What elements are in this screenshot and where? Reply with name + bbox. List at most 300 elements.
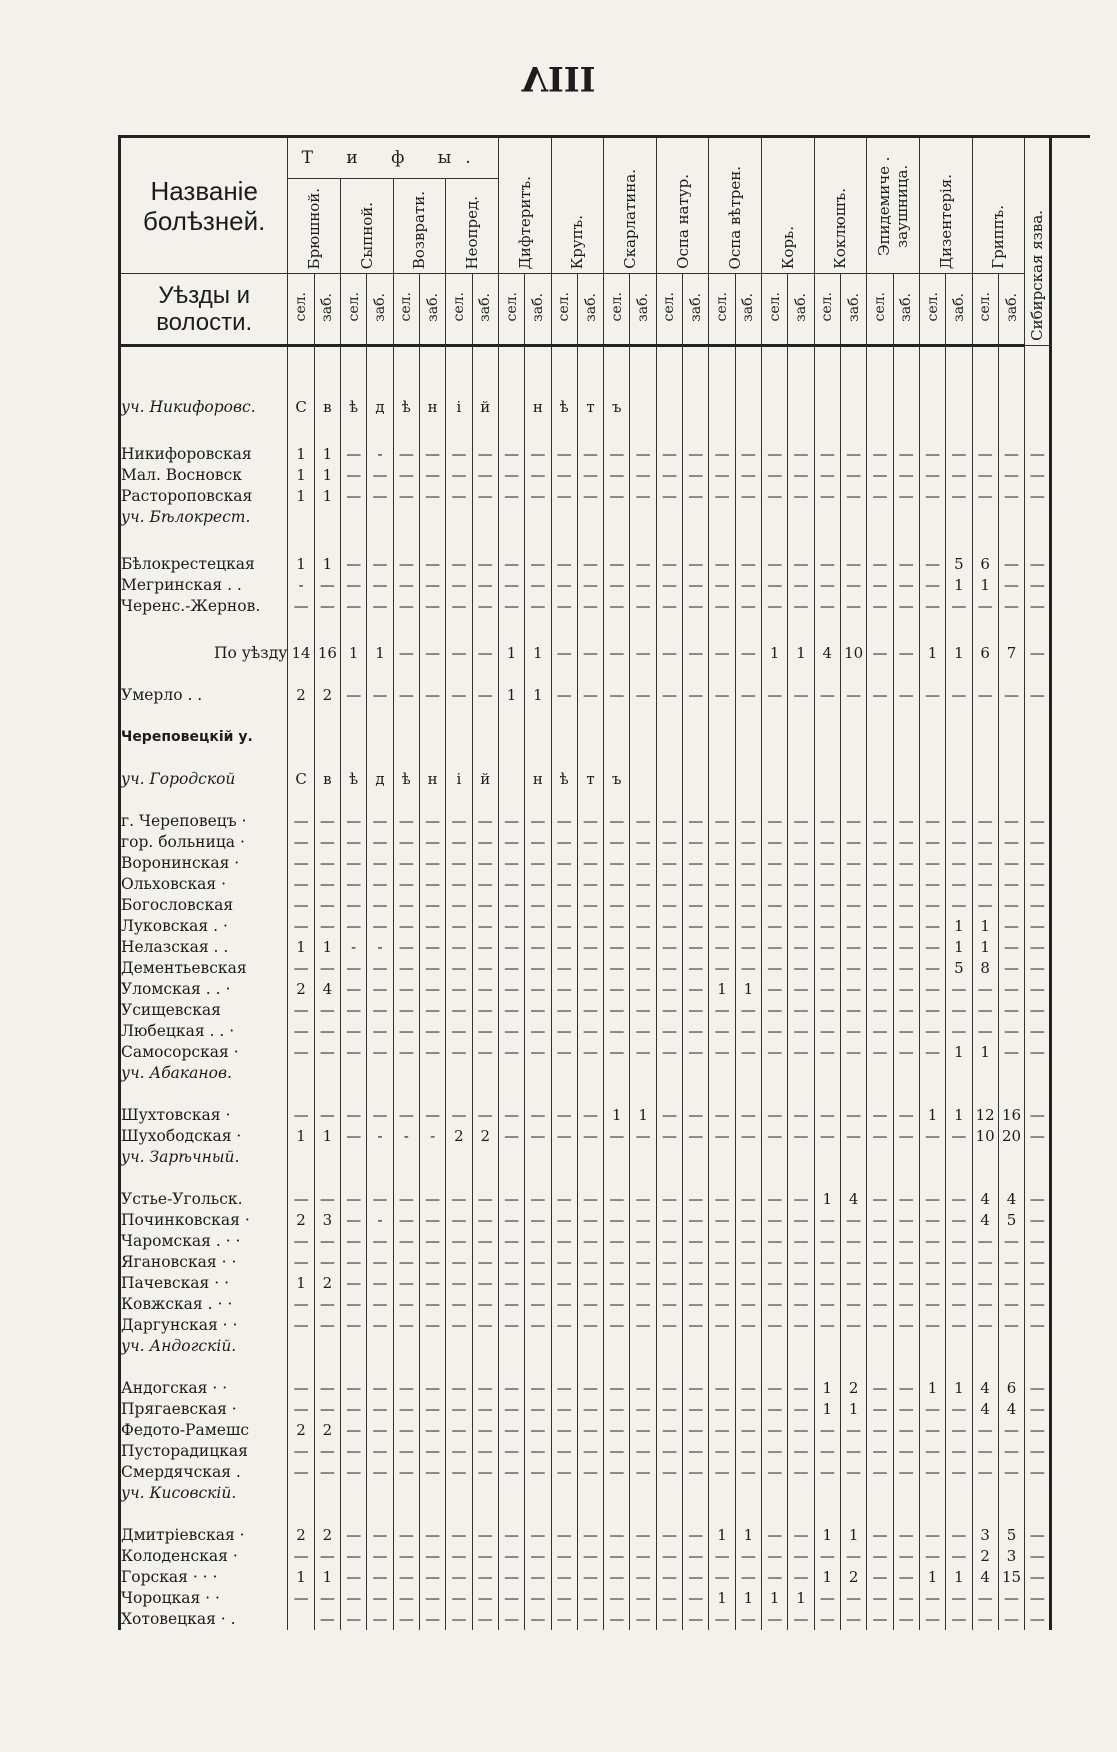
table-cell: 1 <box>972 1042 998 1063</box>
table-cell: — <box>472 1252 498 1273</box>
table-cell: — <box>314 1609 340 1630</box>
table-cell: — <box>788 1252 814 1273</box>
table-cell: — <box>367 575 393 596</box>
table-cell <box>762 1063 788 1084</box>
table-cell: — <box>288 1294 314 1315</box>
table-cell: — <box>656 1252 682 1273</box>
table-cell: — <box>946 1294 972 1315</box>
table-cell: — <box>867 1378 893 1399</box>
table-cell: — <box>972 853 998 874</box>
table-cell: — <box>341 1378 367 1399</box>
table-cell: — <box>341 1021 367 1042</box>
row-label: Черенс.-Жернов. <box>121 597 261 615</box>
table-cell: — <box>604 596 630 617</box>
table-cell: — <box>683 1399 709 1420</box>
table-cell: 14 <box>288 643 314 664</box>
table-cell: — <box>919 1042 945 1063</box>
table-cell: — <box>788 1021 814 1042</box>
table-cell: — <box>656 1567 682 1588</box>
table-cell: — <box>762 1378 788 1399</box>
table-cell: — <box>341 1000 367 1021</box>
table-cell: — <box>577 643 603 664</box>
table-cell <box>919 397 945 418</box>
table-cell <box>972 1147 998 1168</box>
table-cell: — <box>551 811 577 832</box>
spacer-row <box>120 748 1091 769</box>
table-cell: — <box>762 1546 788 1567</box>
table-cell: — <box>472 874 498 895</box>
table-cell: — <box>735 1441 761 1462</box>
table-cell: — <box>446 1294 472 1315</box>
table-cell: — <box>393 486 419 507</box>
table-cell: — <box>551 1378 577 1399</box>
table-cell: — <box>762 1462 788 1483</box>
table-cell: — <box>525 1210 551 1231</box>
table-cell: — <box>840 1546 866 1567</box>
table-cell: 4 <box>840 1189 866 1210</box>
table-cell <box>1025 397 1051 418</box>
table-cell: — <box>709 1420 735 1441</box>
table-cell <box>630 1483 656 1504</box>
table-cell: 1 <box>919 1105 945 1126</box>
table-cell: — <box>1025 554 1051 575</box>
table-cell: — <box>735 1000 761 1021</box>
table-cell <box>814 1147 840 1168</box>
table-cell: — <box>683 643 709 664</box>
table-cell: — <box>525 874 551 895</box>
table-cell: — <box>656 1546 682 1567</box>
section-row <box>120 1147 1091 1168</box>
table-cell: — <box>1025 853 1051 874</box>
table-cell: — <box>288 596 314 617</box>
table-cell: — <box>341 979 367 1000</box>
table-cell <box>867 1483 893 1504</box>
table-cell: — <box>525 1252 551 1273</box>
table-cell: — <box>893 1588 919 1609</box>
table-cell: — <box>525 554 551 575</box>
table-cell: — <box>867 811 893 832</box>
row-label: Самосорская · <box>121 1043 239 1061</box>
table-cell <box>604 507 630 528</box>
table-cell: — <box>446 1420 472 1441</box>
table-cell: — <box>472 444 498 465</box>
table-cell: — <box>867 1273 893 1294</box>
table-cell: — <box>683 916 709 937</box>
table-cell: — <box>288 1378 314 1399</box>
table-cell <box>419 1483 445 1504</box>
table-cell <box>919 507 945 528</box>
row-label: Починковская · <box>121 1211 250 1229</box>
table-cell: — <box>551 1609 577 1630</box>
table-cell <box>814 1483 840 1504</box>
table-cell: — <box>367 1441 393 1462</box>
table-cell: — <box>735 465 761 486</box>
table-cell: 1 <box>814 1525 840 1546</box>
table-cell: — <box>577 811 603 832</box>
table-cell <box>840 1336 866 1357</box>
row-label: Пачевская · · <box>121 1274 230 1292</box>
table-cell <box>762 397 788 418</box>
table-cell: — <box>893 685 919 706</box>
table-cell: — <box>814 554 840 575</box>
table-cell <box>656 507 682 528</box>
table-cell: — <box>867 1000 893 1021</box>
table-cell: — <box>367 958 393 979</box>
table-cell <box>288 1483 314 1504</box>
table-cell: — <box>393 1189 419 1210</box>
table-cell: — <box>446 853 472 874</box>
table-cell <box>1025 1336 1051 1357</box>
table-cell: — <box>972 685 998 706</box>
table-cell <box>630 769 656 790</box>
table-cell: д <box>367 769 393 790</box>
subheader-zab: заб. <box>367 274 393 346</box>
row-label: Пусторадицкая <box>121 1442 248 1460</box>
table-cell: 4 <box>814 643 840 664</box>
table-cell: — <box>525 486 551 507</box>
table-cell: — <box>419 643 445 664</box>
table-cell: — <box>656 1042 682 1063</box>
table-cell <box>998 507 1024 528</box>
table-cell: — <box>788 444 814 465</box>
table-cell: — <box>814 1441 840 1462</box>
table-cell: — <box>840 1210 866 1231</box>
table-cell: — <box>367 554 393 575</box>
table-cell: — <box>867 1231 893 1252</box>
table-cell: — <box>393 1042 419 1063</box>
table-cell: — <box>551 832 577 853</box>
table-cell: — <box>525 575 551 596</box>
table-cell: — <box>472 596 498 617</box>
table-cell: — <box>446 832 472 853</box>
table-cell: — <box>656 643 682 664</box>
table-cell: — <box>683 1378 709 1399</box>
table-cell: — <box>577 916 603 937</box>
table-row <box>120 1252 1091 1273</box>
table-cell: — <box>604 874 630 895</box>
table-cell: — <box>288 1546 314 1567</box>
table-cell <box>946 397 972 418</box>
table-cell <box>998 1336 1024 1357</box>
table-cell: ѣ <box>551 769 577 790</box>
table-cell: — <box>393 1588 419 1609</box>
table-cell: — <box>288 1252 314 1273</box>
table-cell: — <box>604 1420 630 1441</box>
table-cell <box>446 507 472 528</box>
table-cell: — <box>341 1042 367 1063</box>
table-cell: — <box>341 1105 367 1126</box>
table-cell: — <box>551 444 577 465</box>
table-cell <box>1025 1483 1051 1504</box>
table-cell: — <box>314 895 340 916</box>
table-cell: — <box>735 916 761 937</box>
table-cell: — <box>683 465 709 486</box>
table-cell: — <box>840 1273 866 1294</box>
table-cell <box>393 507 419 528</box>
table-cell: 1 <box>288 465 314 486</box>
table-cell <box>683 397 709 418</box>
table-cell: — <box>446 554 472 575</box>
table-cell: — <box>946 1126 972 1147</box>
table-cell: — <box>735 1567 761 1588</box>
table-cell: — <box>577 1273 603 1294</box>
table-cell: 2 <box>314 1273 340 1294</box>
table-cell: ѣ <box>393 769 419 790</box>
table-cell: — <box>946 1021 972 1042</box>
table-cell: — <box>867 1294 893 1315</box>
table-cell <box>498 1483 524 1504</box>
table-cell: 1 <box>314 1567 340 1588</box>
table-cell: — <box>709 958 735 979</box>
table-cell: — <box>341 596 367 617</box>
table-cell: — <box>788 1525 814 1546</box>
table-cell <box>656 1336 682 1357</box>
table-cell <box>656 1483 682 1504</box>
row-label: Чороцкая · · <box>121 1589 220 1607</box>
table-cell: — <box>604 895 630 916</box>
table-cell: — <box>604 1189 630 1210</box>
table-row <box>120 596 1091 617</box>
table-cell: — <box>525 1546 551 1567</box>
table-cell: — <box>788 811 814 832</box>
table-cell: — <box>998 1462 1024 1483</box>
table-cell: — <box>314 1000 340 1021</box>
table-cell <box>551 1483 577 1504</box>
table-cell: 1 <box>814 1567 840 1588</box>
table-cell: — <box>551 916 577 937</box>
table-cell: 1 <box>709 1588 735 1609</box>
table-cell: 1 <box>840 1525 866 1546</box>
table-cell <box>551 727 577 748</box>
table-cell: — <box>551 596 577 617</box>
table-cell: — <box>683 1042 709 1063</box>
table-cell: — <box>341 916 367 937</box>
table-cell: — <box>314 1399 340 1420</box>
table-cell: — <box>577 1441 603 1462</box>
table-cell: — <box>314 1042 340 1063</box>
table-cell: — <box>919 853 945 874</box>
table-cell: - <box>341 937 367 958</box>
table-cell: 1 <box>946 937 972 958</box>
table-cell <box>498 1147 524 1168</box>
table-cell <box>577 1063 603 1084</box>
table-cell: — <box>656 1399 682 1420</box>
subheader-zab: заб. <box>683 274 709 346</box>
table-cell: — <box>419 1000 445 1021</box>
table-cell: — <box>946 1525 972 1546</box>
table-cell: — <box>446 1189 472 1210</box>
table-cell: — <box>1025 596 1051 617</box>
table-cell: — <box>735 1315 761 1336</box>
table-cell: — <box>893 811 919 832</box>
table-cell: — <box>367 1462 393 1483</box>
table-cell: — <box>472 832 498 853</box>
table-cell: — <box>840 685 866 706</box>
table-cell: — <box>656 1462 682 1483</box>
table-cell: — <box>998 465 1024 486</box>
table-cell: — <box>946 444 972 465</box>
table-cell: 2 <box>446 1126 472 1147</box>
table-cell: — <box>762 874 788 895</box>
table-cell: — <box>1025 979 1051 1000</box>
table-cell: — <box>998 596 1024 617</box>
table-cell: — <box>367 465 393 486</box>
row-label: Прягаевская · <box>121 1400 237 1418</box>
table-cell: — <box>525 1042 551 1063</box>
table-cell: — <box>919 1189 945 1210</box>
table-cell: — <box>946 1399 972 1420</box>
table-cell: — <box>367 1021 393 1042</box>
subheader-sel: сел. <box>393 274 419 346</box>
table-cell: — <box>288 1231 314 1252</box>
table-cell: ъ <box>604 769 630 790</box>
table-cell: — <box>472 1588 498 1609</box>
table-cell: — <box>446 1105 472 1126</box>
table-cell: — <box>525 895 551 916</box>
table-cell: — <box>683 1231 709 1252</box>
table-cell: — <box>1025 895 1051 916</box>
table-cell: — <box>788 874 814 895</box>
table-cell: — <box>1025 1525 1051 1546</box>
table-cell: н <box>525 397 551 418</box>
table-cell: 3 <box>314 1210 340 1231</box>
table-cell: — <box>630 1525 656 1546</box>
table-cell: — <box>419 1567 445 1588</box>
table-cell: — <box>735 1189 761 1210</box>
table-cell: 1 <box>314 444 340 465</box>
table-cell: 12 <box>972 1105 998 1126</box>
header-disease: Сибирская язва. <box>1025 137 1051 346</box>
table-cell: — <box>762 979 788 1000</box>
table-cell <box>893 727 919 748</box>
table-cell: — <box>446 1315 472 1336</box>
table-cell: — <box>551 1210 577 1231</box>
table-cell: — <box>893 1126 919 1147</box>
table-cell: 1 <box>972 916 998 937</box>
table-cell <box>683 1483 709 1504</box>
table-cell: — <box>525 1462 551 1483</box>
table-cell: н <box>419 397 445 418</box>
table-cell: — <box>419 1252 445 1273</box>
table-cell: — <box>341 1273 367 1294</box>
header-disease: Неопред. <box>446 178 499 273</box>
table-cell: — <box>998 1609 1024 1630</box>
table-cell: — <box>630 853 656 874</box>
table-cell: — <box>735 895 761 916</box>
table-cell: — <box>288 958 314 979</box>
table-cell: — <box>314 1378 340 1399</box>
table-cell <box>998 1063 1024 1084</box>
table-cell: — <box>788 895 814 916</box>
table-cell: — <box>341 1525 367 1546</box>
table-cell: — <box>525 916 551 937</box>
table-cell: — <box>577 853 603 874</box>
table-cell: — <box>735 1210 761 1231</box>
table-cell: — <box>814 444 840 465</box>
table-cell: — <box>446 1588 472 1609</box>
table-cell: — <box>472 1000 498 1021</box>
table-cell: — <box>551 1294 577 1315</box>
table-cell: — <box>972 1588 998 1609</box>
row-label: Бѣлокрестецкая <box>121 555 255 573</box>
subheader-sel: сел. <box>972 274 998 346</box>
table-cell: 1 <box>814 1399 840 1420</box>
row-label: Луковская . · <box>121 917 228 935</box>
table-cell: 1 <box>840 1399 866 1420</box>
subheader-sel: сел. <box>762 274 788 346</box>
table-cell: — <box>867 1105 893 1126</box>
table-cell: — <box>630 1378 656 1399</box>
table-cell: — <box>735 811 761 832</box>
table-cell: — <box>709 1294 735 1315</box>
table-cell: 1 <box>762 1588 788 1609</box>
table-cell: — <box>472 979 498 1000</box>
table-cell: — <box>893 1546 919 1567</box>
table-cell: — <box>867 1042 893 1063</box>
header-disease: Оспа натур. <box>656 137 709 274</box>
table-cell: — <box>840 575 866 596</box>
table-cell: — <box>314 1315 340 1336</box>
table-cell: — <box>472 1105 498 1126</box>
table-cell: — <box>709 1609 735 1630</box>
table-cell: 4 <box>998 1399 1024 1420</box>
table-cell: — <box>814 937 840 958</box>
table-cell <box>683 1336 709 1357</box>
table-cell <box>314 507 340 528</box>
table-cell: - <box>367 444 393 465</box>
table-cell: — <box>577 1567 603 1588</box>
table-row <box>120 916 1091 937</box>
table-cell: — <box>367 916 393 937</box>
table-cell: — <box>919 874 945 895</box>
table-cell: — <box>551 958 577 979</box>
table-cell: — <box>577 1105 603 1126</box>
table-cell: 1 <box>946 643 972 664</box>
table-cell: — <box>419 1105 445 1126</box>
table-cell <box>840 1147 866 1168</box>
table-cell: — <box>788 1189 814 1210</box>
table-cell: — <box>367 1420 393 1441</box>
table-cell: 1 <box>314 1126 340 1147</box>
table-cell: — <box>551 1441 577 1462</box>
table-cell: — <box>893 465 919 486</box>
table-cell: — <box>709 1567 735 1588</box>
table-cell <box>867 727 893 748</box>
table-cell: — <box>919 895 945 916</box>
table-cell: — <box>709 1546 735 1567</box>
table-cell: — <box>840 937 866 958</box>
spacer-row <box>120 617 1091 643</box>
table-cell: — <box>709 643 735 664</box>
table-cell: — <box>525 1105 551 1126</box>
table-cell: — <box>604 1588 630 1609</box>
table-cell <box>840 1483 866 1504</box>
table-cell: — <box>840 853 866 874</box>
table-cell: 1 <box>919 643 945 664</box>
table-cell <box>367 1336 393 1357</box>
table-cell <box>498 507 524 528</box>
table-cell: — <box>919 979 945 1000</box>
table-cell: — <box>498 1609 524 1630</box>
table-cell: — <box>709 1252 735 1273</box>
table-cell: — <box>709 1105 735 1126</box>
table-cell <box>709 1063 735 1084</box>
table-row <box>120 1567 1091 1588</box>
table-cell: — <box>656 811 682 832</box>
table-cell: — <box>288 1315 314 1336</box>
table-cell: — <box>919 1399 945 1420</box>
table-cell: — <box>814 1021 840 1042</box>
